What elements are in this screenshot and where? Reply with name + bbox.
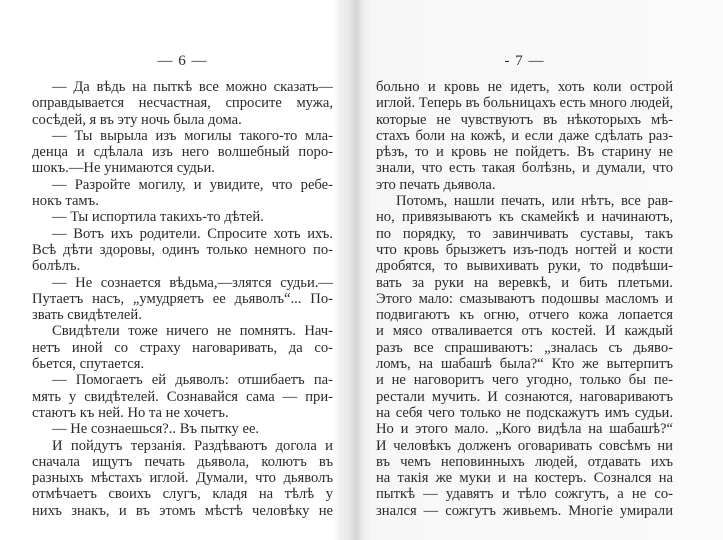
text-line: въ чемъ неповинныхъ людей, отдавать ихъ xyxy=(376,453,673,470)
text-line: вать за руки на веревкѣ, и бить плетьми. xyxy=(376,274,673,291)
text-line: стахъ боли на кожѣ, и если даже сдѣлать раз- xyxy=(376,127,673,144)
text-line: знался — сожгутъ живьемъ. Многіе умирали xyxy=(376,502,673,519)
text-line: нетъ иной со страху наговаривать, да со- xyxy=(32,339,333,356)
left-page xyxy=(32,0,333,540)
page-number: — 6 — xyxy=(157,53,208,69)
text-line: разныхъ мѣстахъ иглой. Думали, что дьяволъ xyxy=(32,470,333,487)
text-line: и не наговоритъ чего угодно, только бы пе- xyxy=(376,372,673,389)
text-line: И пойдутъ терзанія. Раздѣваютъ догола и xyxy=(52,437,333,454)
text-line: нихъ знакъ, и въ этомъ мѣстѣ человѣку не xyxy=(32,502,333,519)
text-line: шокъ.—Не унимаются судьи. xyxy=(32,160,215,177)
text-line: знали, что есть такая болѣзнь, и думали, что xyxy=(376,160,673,177)
text-line: И человѣкъ долженъ оговаривать совсѣмъ ни xyxy=(376,437,673,454)
text-line: ломъ, на шабашѣ была?“ Кто же вытерпитъ xyxy=(376,356,673,373)
text-line: рестали мучить. И сознаются, наговариваютъ xyxy=(376,388,673,405)
text-line: по порядку, то завинчивать суставы, такъ xyxy=(376,225,673,242)
text-line: которые не чувствуютъ въ нѣкоторыхъ мѣ- xyxy=(376,111,673,128)
text-line: разъ все спрашиваютъ: „зналась съ дьяво- xyxy=(376,339,673,356)
text-line: — Да вѣдь на пыткѣ все можно сказать— xyxy=(52,79,333,95)
text-line: на себя чего только не подскажутъ имъ судьи. xyxy=(376,404,673,421)
text-line: бьется, спутается. xyxy=(32,356,145,373)
text-line: стаютъ къ ней. Но та не хочетъ. xyxy=(32,404,229,421)
text-line: и мясо отваливается отъ костей. И каждый xyxy=(376,323,673,340)
page-number: - 7 — xyxy=(504,53,545,69)
text-line: на такія же муки и на костеръ. Сознался на xyxy=(376,470,673,487)
text-line: иглой. Теперь въ больницахъ есть много людей, xyxy=(376,95,673,112)
page-text xyxy=(32,79,333,519)
text-line: звать свидѣтелей. xyxy=(32,307,142,324)
text-line: Всѣ дѣти здоровы, одинъ только немного по- xyxy=(32,241,333,258)
text-line: пыткѣ — удавятъ и тѣло сожгутъ, а не со- xyxy=(376,486,673,503)
text-line: сосѣдей, я въ эту ночь была дома. xyxy=(32,111,242,128)
text-line: Путаетъ насъ, „умудряетъ ее дьяволъ“... По- xyxy=(32,290,333,307)
text-line: сначала ищутъ печать дьявола, колютъ въ xyxy=(32,453,333,470)
page-text xyxy=(376,79,673,519)
text-line: — Ты вырыла изъ могилы такого-то мла- xyxy=(52,127,333,144)
text-line: подвигаютъ къ огню, отчего кожа лопается xyxy=(376,307,673,324)
text-line: Потомъ, нашли печать, или нѣтъ, все рав- xyxy=(396,193,673,210)
right-page xyxy=(376,0,673,540)
text-line: болѣлъ. xyxy=(32,258,81,275)
text-line: что кровь брызжетъ изъ-подъ ногтей и кости xyxy=(376,241,673,258)
text-line: Свидѣтели тоже ничего не помнятъ. Нач- xyxy=(52,323,333,340)
text-line: но, привязываютъ къ скамейкѣ и начинаютъ, xyxy=(376,209,673,226)
text-line: рѣзъ, то и кровь не пойдетъ. Въ старину не xyxy=(376,144,673,161)
text-line: — Ты испортила такихъ-то дѣтей. xyxy=(52,209,264,226)
text-line: отмѣчаетъ своихъ слугъ, кладя на тѣлѣ у xyxy=(32,486,333,503)
text-line: больно и кровь не идетъ, хоть коли острой xyxy=(376,79,673,95)
text-line: дробятся, то вывихивать руки, то подвѣши- xyxy=(376,258,673,275)
text-line: Этого мало: смазываютъ подошвы масломъ и xyxy=(376,290,673,307)
text-line: — Не сознается вѣдьма,—злятся судьи.— xyxy=(52,274,333,291)
text-line: — Вотъ ихъ родители. Спросите хоть ихъ. xyxy=(52,225,333,242)
text-line: — Помогаетъ ей дьяволъ: отшибаетъ па- xyxy=(52,372,333,389)
text-line: денца и сдѣлала изъ него волшебный поро- xyxy=(32,144,333,161)
text-line: — Разройте могилу, и увидите, что ребе- xyxy=(52,176,333,193)
text-line: — Не сознаешься?.. Въ пытку ее. xyxy=(52,421,260,438)
text-line: это печать дьявола. xyxy=(376,176,496,193)
text-line: оправдывается несчастная, спросите мужа, xyxy=(32,95,333,112)
text-line: Но и этого мало. „Кого видѣла на шабашѣ?“ xyxy=(376,421,673,438)
text-line: мять у свидѣтелей. Сознавайся сама — при- xyxy=(32,388,333,405)
text-line: нокъ тамъ. xyxy=(32,193,99,210)
